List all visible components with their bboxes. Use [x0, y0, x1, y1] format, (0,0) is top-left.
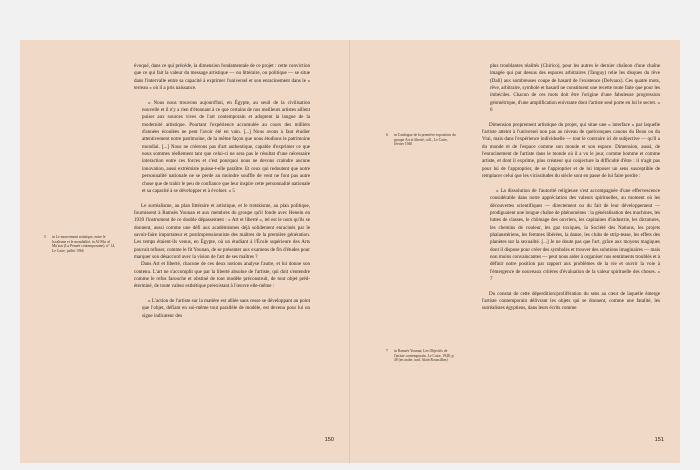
- footnote-number: 5: [44, 235, 46, 239]
- footnote-text: in Le mouvement artistique, entre le localisme et le mondialité, in Al-Fikr al Mu'asir (La Pensée contemporaine), n° 14, Le Caire, juillet 1966: [52, 235, 116, 253]
- book-spread: [20, 40, 680, 463]
- right-main-text: [482, 63, 660, 313]
- right-paragraph: Dimension proprement artistique du projet, qui situe une « interface » par laquelle l'artiste atteint à l'universel non pas au niveau de quelconques canons du Beau ou du Vrai, mais dans l'expérience individuelle — tout le contraire ici de subjective — qu'il a du monde et de l'espace comme son monde et son espace. Dimension, aussi, de l'enracinement de l'artiste dans le monde où il a vu le jour, comme homme et comme artiste, et dont il exprime, plus créateur qui conjecture la difficulté d'être : il n'agit pas pour lui de l'approprier, de se l'approprier et de lui imposer un sens susceptible de remplacer celui que les vicissitudes du siècle sont en passe de lui faire perdre :: [482, 121, 660, 180]
- footnote-7: [386, 349, 458, 363]
- left-quote-1: [142, 100, 310, 195]
- footnote-5: [44, 235, 116, 253]
- page-number-right: 151: [654, 437, 664, 443]
- footnote-6: [386, 133, 458, 147]
- left-main-text: [134, 63, 310, 320]
- footnote-number: 7: [386, 349, 388, 353]
- footnote-text: in Catalogue de la première exposition du groupe Art et liberté, coll., Le Caire, février 1940: [394, 133, 456, 146]
- page-number-left: 150: [324, 437, 334, 443]
- right-page: [350, 40, 680, 463]
- right-quote-top: [490, 63, 660, 114]
- left-paragraph: Dans Art et liberté, chacune de ces deux notions analyse l'autre, et lui donne son contenu. L'art ne s'accomplit que par la liberté absolue de l'artiste, qui doit s'entendre comme le refus farouche et obstiné de tout modèle préconstruit, de tout objet prédéterminé, de toute valeur esthétique préexistant à l'œuvre elle-même :: [134, 261, 310, 290]
- quote-paragraph: plus troublantes réalités (Chirico), pour les autres le dernier chaînon d'une chaîne imagée qui par dessus des espaces arbitraires (Tanguy) relie les disques du rêve (Dalí) aux sombreuses coupe de hasard de l'existence (Delvaux). Ces quatre mots, rêve, arbitraire, symbole et hasard ne constituent une recette toute faite que pour les imbéciles. Chacun de ces mots doit être l'origine d'une fabuleuse progression géométrique, d'une amplification enivrante dont l'artiste seul porte en lui le secret. » 6: [490, 63, 660, 114]
- right-quote-2: [490, 188, 660, 283]
- left-page: [20, 40, 350, 463]
- footnote-number: 6: [386, 133, 388, 137]
- left-quote-2: [142, 298, 310, 320]
- left-paragraph: Le surréalisme, au plan littéraire et artistique, et le trotskisme, au plan politique, fournissent à Ramsès Younan et aux membres du groupe qu'il fonde avec Henein en 1939 l'instrument de ce double dépassement : « Art et liberté », tel est le nom qu'ils se donnent, aussi comme une défi aux académismes déjà solidement enracinés par le savoir-faire importateur et postimpressionniste des maîtres de la première génération. Les temps étaient-ils venus, en Égypte, où un étudiant à l'École supérieure des Arts pouvait refuser, comme le fit Younan, de se présenter aux examens de fin d'études pour marquer son désaccord avec la vision de l'art de ses maîtres ?: [134, 202, 310, 260]
- footnote-text: in Ramsès Younan, Les Objectifs de l'artiste contemporain, Le Caire, 1948, p. 49 (en arabe, trad. Alain Roussillon): [394, 349, 455, 362]
- quote-paragraph: « L'action de l'artiste sur la matière est alliée sans cesse se développant au point que l'objet, défiant en soi-même tout parallèle de modèle, est devenu pour lui un signe indicateur des: [142, 298, 310, 319]
- right-paragraph: Du constat de cette déperdition/prolifération du sens au cœur de laquelle émerge l'artiste contemporain délivrant les objets qui se donnent, comme une fatalité, les surréalistes égyptiens, dans leurs écrits comme: [482, 290, 660, 312]
- quote-paragraph: « Nous nous trouvons aujourd'hui, en Égypte, au seuil de la civilisation nouvelle et il n'y a rien d'étonnant à ce que certains de nos meilleurs artistes aillent puiser aux sources vives de l'art contemporain et adoptent la langue de la modernité artistique. Pourtant l'expérience accumulée au cours des milliers d'années écoulées ne peut l'avoir été en vain. [...] Nous avons à faut étudier attentivement notre patrimoine, de la même façon que nous étudions le patrimoine mondial. [...] Nous ne créerons pas d'art authentique, capable d'exprimer ce que nous sommes réellement tant que celui-ci ne sera pas le résultat d'une nécessaire interaction entre ces forces et c'est pourquoi nous ne devons craindre aucune innovation, aussi extrémiste puisse-t-elle paraître. Et ceux qui redoutent que notre personnalité nationale ne se perde au moindre souffle de vent ne font pas autre chose que de trahir le peu de confiance que leur inspire cette personnalité nationale et sa capacité à se développer et à évoluer. » 5: [142, 99, 310, 194]
- left-paragraph: évoqué, dans ce qui précède, la dimension fondamentale de ce projet : cette conviction que ce qui fait la valeur du message artistique — ou littéraire, ou politique — se situe dans l'intervalle entre sa capacité à exprimer l'universel et son enracinement dans le « terreau » où il a pris naissance.: [134, 63, 310, 92]
- quote-paragraph: « La dissolution de l'autorité religieuse s'est accompagnée d'une effervescence considérable dans notre appréciation des valeurs spirituelles, au moment où les découvertes scientifiques — directement ou du fait de leur développement — prodiguaient une longue chaîne de phénomènes : la généralisation des machines, les luttes de classes, le chômage des ouvriers, les capitaines d'industrie, les dictatures, les chemins de couleur, les gaz toxiques, la Société des Nations, les projets phalanstériens, les femmes libérées, la danse, les clubs de strip-tease, les effets des planètes sur la sexualité. [...] Je ne doute pas que l'art, grâce aux moyens magiques dont il dispose pour créer des symboles et trouver des solutions imaginaires — mais non moins convaincantes — peut nous aider à organiser nos sentiments troublés et à définir notre position par rapport aux problèmes de la vie et ouvrir la voie à l'émergence de nouveaux critères d'évaluation de la valeur spirituelle des choses. » 7: [490, 187, 660, 282]
